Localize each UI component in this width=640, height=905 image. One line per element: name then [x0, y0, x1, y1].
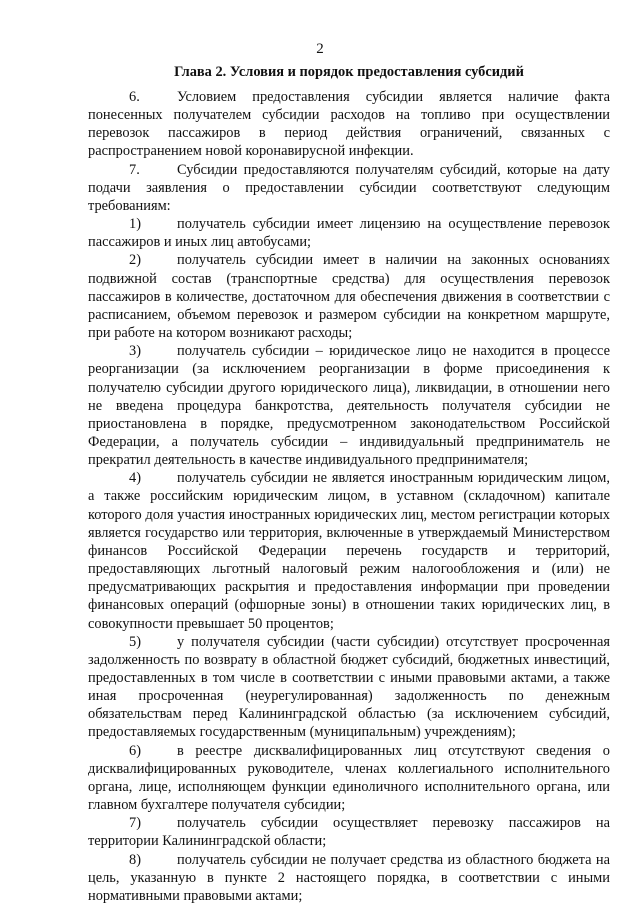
list-item-number: 4) [129, 470, 141, 487]
page-number: 2 [316, 41, 324, 57]
paragraph-number: 7. [129, 161, 140, 178]
list-item-text: получатель субсидии имеет в наличии на законных основаниях подвижной состав (транспортные средства) для осуществления перевозок пассажиров в количестве, достаточном для обеспечения движения в соответствии с расписанием, объемом перевозок и размером субсидии на конкретном маршруте, при работе на котором возникают расходы; [88, 252, 610, 342]
list-item-number: 6) [129, 742, 141, 759]
list-item-text: получатель субсидии не является иностранным юридическим лицом, а также российским юридическим лицом, в уставном (складочном) капитале которого доля участия иностранных юридических лиц, местом регистрации которых является государство или территория, включенные в утверждаемый Министерством финансов Российской Федерации перечень государств и территорий, предоставляющих льготный налоговый режим налогообложения и (или) не предусматривающих раскрытия и предоставления информации при проведении финансовых операций (офшорные зоны) в отношении таких юридических лиц, в совокупности превышает 50 процентов; [88, 470, 610, 632]
chapter-title: Глава 2. Условия и порядок предоставления субсидий [174, 64, 524, 80]
list-item-number: 2) [129, 252, 141, 269]
list-item-5 [88, 633, 610, 742]
paragraph-number: 6. [129, 89, 140, 105]
list-item-number: 7) [129, 815, 141, 832]
list-item-text: у получателя субсидии (части субсидии) отсутствует просроченная задолженность по возврату в областной бюджет субсидий, бюджетных инвестиций, предоставленных в том числе в соответствии с иными правовыми актами, а также иная просроченная (неурегулированная) задолженность по денежным обязательствам перед Калининградской областью (за исключением субсидий, предоставляемых государственным (муниципальным) учреждениям); [88, 633, 610, 741]
list-item-number: 5) [129, 633, 141, 650]
paragraph-7 [88, 161, 610, 215]
list-item-text: получатель субсидии имеет лицензию на осуществление перевозок пассажиров и иных лиц автобусами; [88, 216, 610, 251]
paragraph-text: Субсидии предоставляются получателям субсидий, которые на дату подачи заявления о предоставлении субсидии соответствуют следующим требованиям: [88, 161, 610, 214]
list-item-4 [88, 469, 610, 632]
paragraph-text: Условием предоставления субсидии является наличие факта понесенных получателем субсидии расходов на топливо при осуществлении перевозок пассажиров в период действия ограничений, связанных с распространением новой коронавирусной инфекции. [88, 89, 610, 160]
list-item-7 [88, 814, 610, 850]
list-item-1 [88, 215, 610, 251]
paragraph-6 [88, 88, 610, 161]
list-item-text: получатель субсидии не получает средства из областного бюджета на цель, указанную в пункте 2 настоящего порядка, в соответствии с иными нормативными правовыми актами; [88, 851, 610, 904]
list-item-text: получатель субсидии осуществляет перевозку пассажиров на территории Калининградской области; [88, 815, 610, 850]
list-item-text: получатель субсидии – юридическое лицо не находится в процессе реорганизации (за исключением реорганизации в форме присоединения к получателю субсидии другого юридического лица), ликвидации, в отношении него не введена процедура банкротства, деятельность получателя субсидии не приостановлена в порядке, предусмотренном законодательством Российской Федерации, а получатель субсидии – индивидуальный предприниматель не прекратил деятельность в качестве индивидуального предпринимателя; [88, 343, 610, 469]
list-item-text: в реестре дисквалифицированных лиц отсутствуют сведения о дисквалифицированных руководителе, членах коллегиального исполнительного органа, лице, исполняющем функции единоличного исполнительного органа, или главном бухгалтере получателя субсидии; [88, 742, 610, 814]
list-item-8 [88, 851, 610, 905]
list-item-3 [88, 342, 610, 469]
document-body [88, 88, 610, 905]
list-item-number: 8) [129, 851, 141, 868]
list-item-2 [88, 251, 610, 342]
list-item-6 [88, 742, 610, 815]
list-item-number: 1) [129, 216, 141, 233]
list-item-number: 3) [129, 343, 141, 360]
